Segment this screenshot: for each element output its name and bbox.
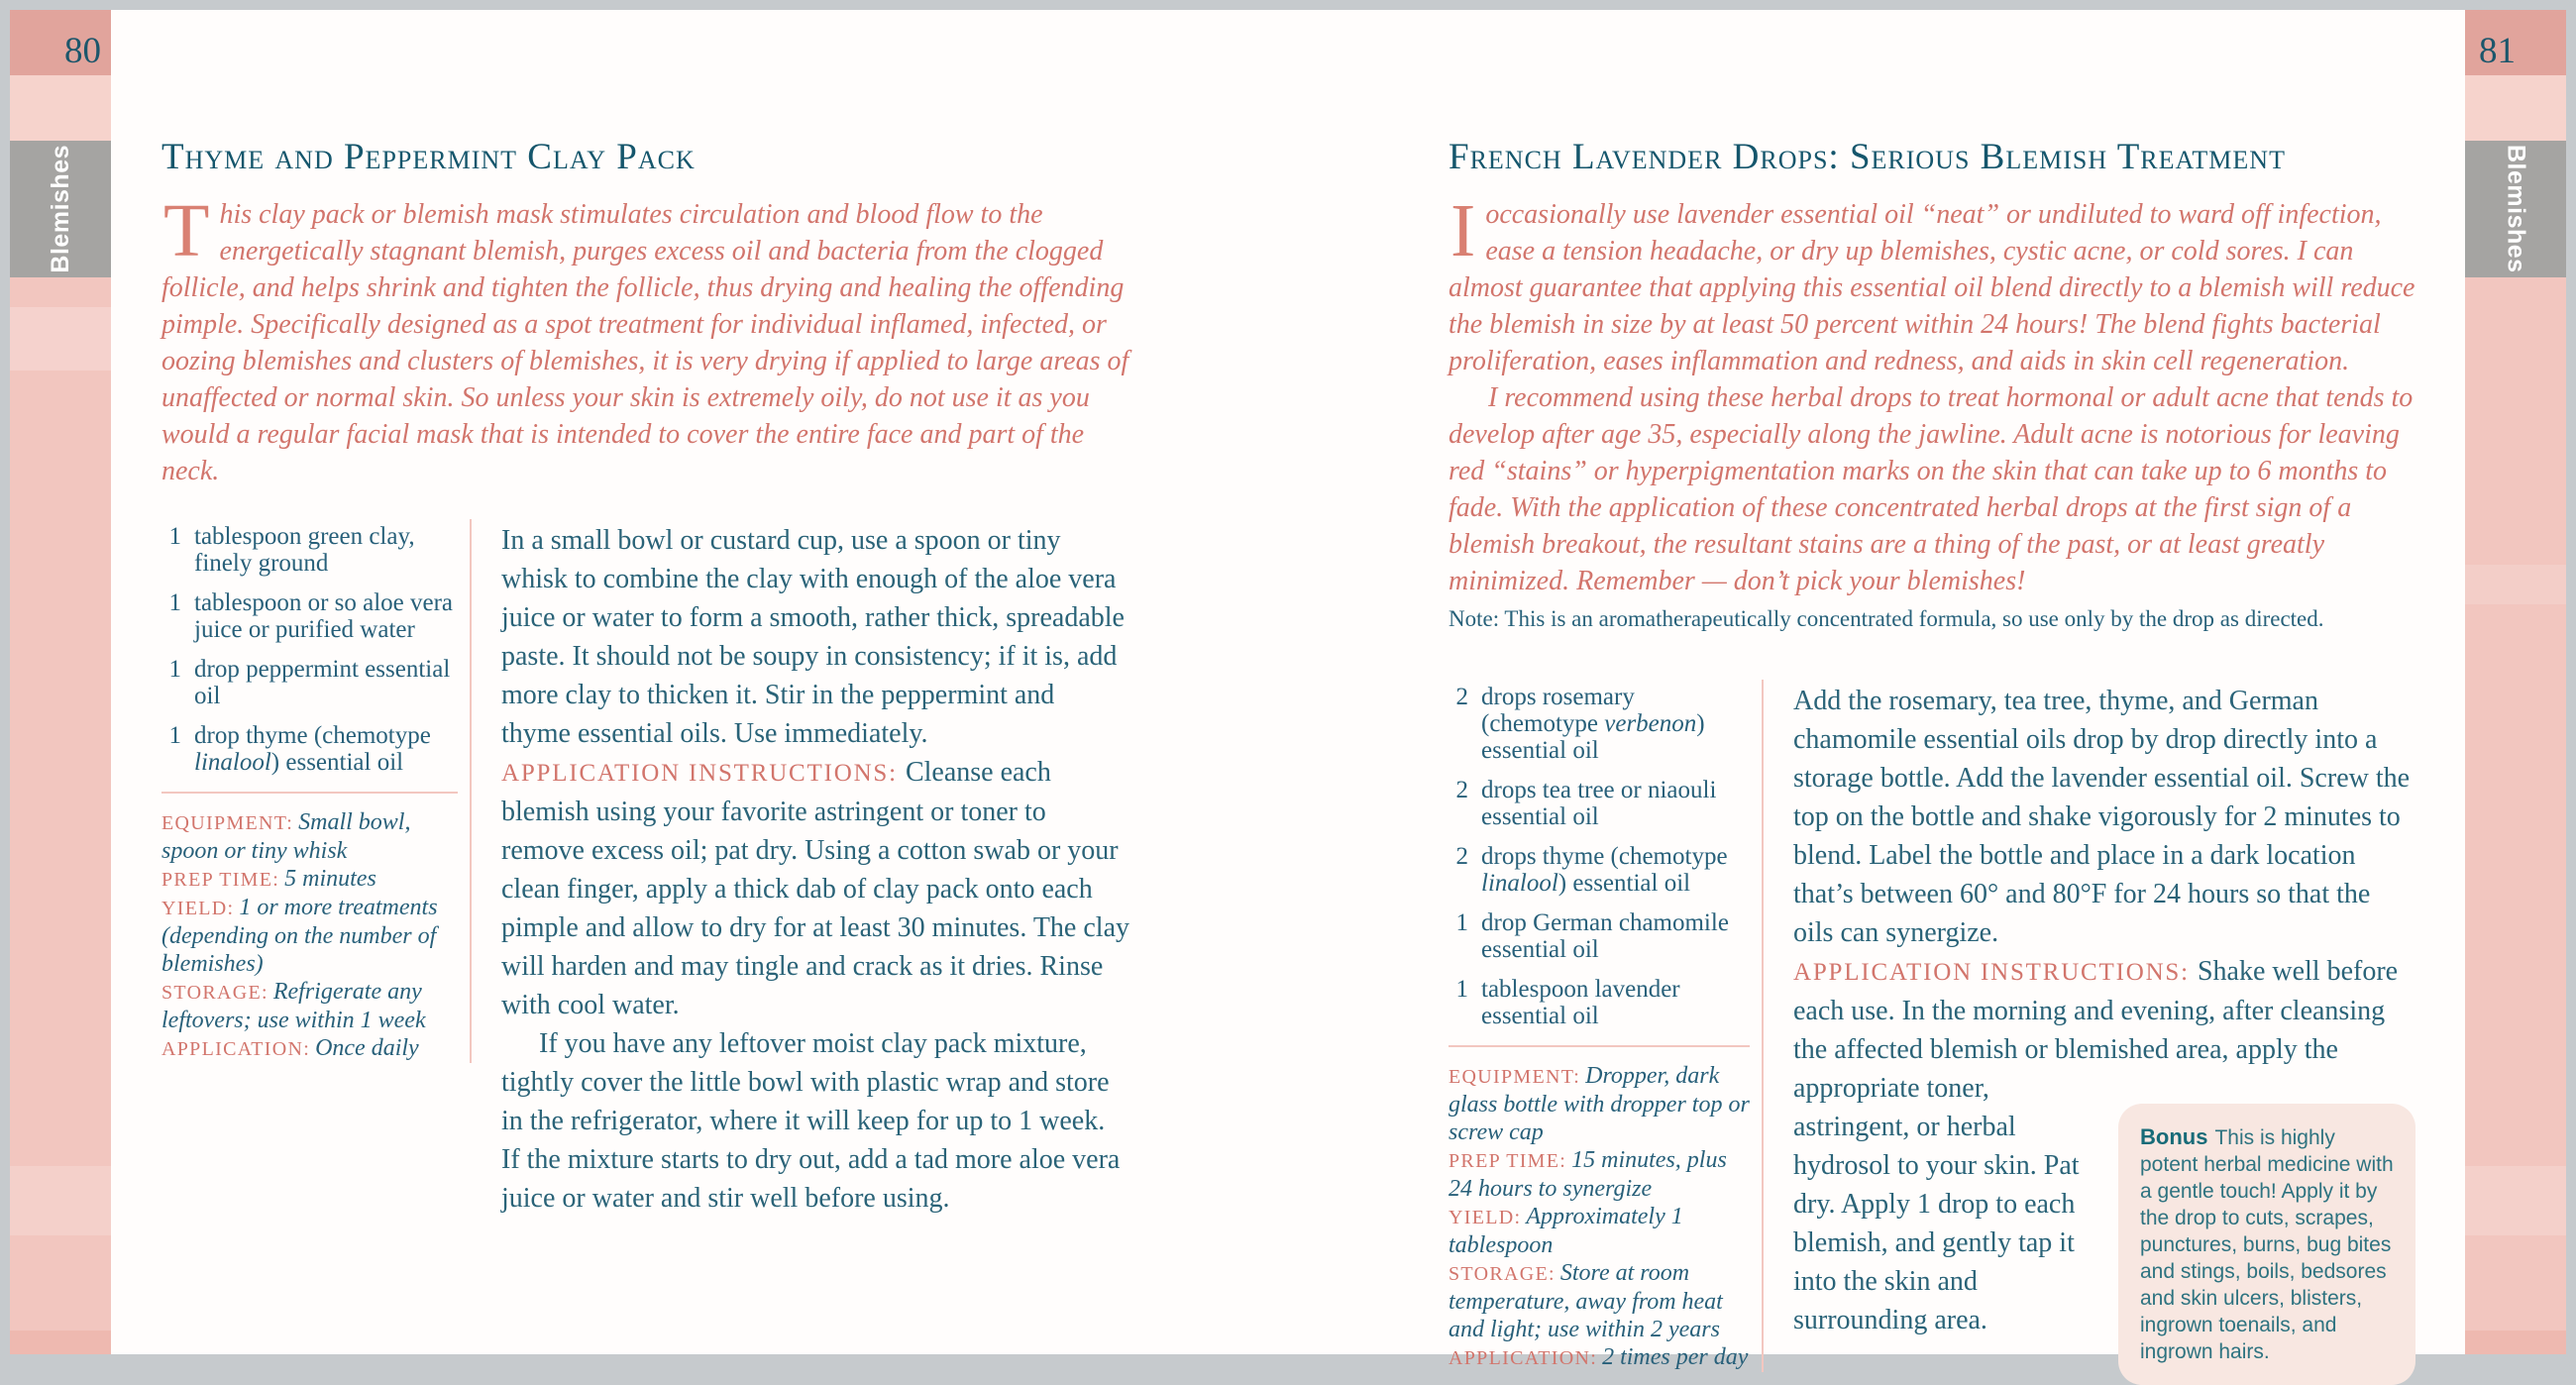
- ingredients-list-left: [161, 523, 458, 776]
- watercolor-texture: [10, 1166, 111, 1235]
- ingredient-text-part: tablespoon or so aloe vera juice or purified water: [194, 589, 454, 643]
- meta-item: [161, 978, 458, 1034]
- right-page: [1449, 10, 2415, 1370]
- meta-item: [1449, 1259, 1750, 1343]
- recipe-body-left: [161, 519, 1129, 1218]
- ingredient-quantity: 1: [168, 523, 181, 550]
- ingredients-column-right: [1449, 680, 1764, 1372]
- left-page-number: 80: [64, 31, 101, 71]
- ingredient-item: [161, 523, 458, 577]
- right-page-edge-strip: [2465, 10, 2566, 1354]
- instructions-paragraph: [1793, 952, 2415, 1108]
- bonus-text: This is highly potent herbal medicine with a gentle touch! Apply it by the drop to cuts, scrapes, punctures, burns, bug bites and stings, boils, bedsores and skin ulcers, blisters, ingrown toenails, and ingrown hairs.: [2140, 1126, 2394, 1363]
- meta-value: Once daily: [315, 1035, 419, 1061]
- meta-value: 15 minutes, plus 24 hours to synergize: [1449, 1147, 1727, 1202]
- meta-label: EQUIPMENT:: [161, 812, 294, 834]
- meta-value: Small bowl, spoon or tiny whisk: [161, 809, 411, 864]
- watercolor-texture: [2465, 75, 2566, 141]
- ingredient-text: [1481, 843, 1750, 897]
- ingredient-quantity: 2: [1455, 777, 1468, 803]
- meta-label: STORAGE:: [161, 982, 268, 1004]
- ingredient-quantity: 1: [168, 656, 181, 683]
- recipe-title-right: French Lavender Drops: Serious Blemish Treatment: [1449, 137, 2286, 177]
- ingredient-quantity: 2: [1455, 684, 1468, 710]
- meta-label: YIELD:: [1449, 1207, 1522, 1228]
- ingredients-divider: [1449, 1045, 1750, 1047]
- ingredient-text: [1481, 976, 1750, 1029]
- ingredient-text: [1481, 684, 1750, 764]
- meta-item: [161, 808, 458, 865]
- bonus-label: Bonus: [2140, 1124, 2208, 1149]
- meta-value: Refrigerate any leftovers; use within 1 week: [161, 979, 426, 1033]
- meta-value: Store at room temperature, away from heat and light; use within 2 years: [1449, 1260, 1723, 1342]
- left-page: [161, 10, 1129, 1354]
- ingredient-text-italic: linalool: [1481, 870, 1558, 897]
- ingredient-text-part: drops rosemary (chemotype: [1481, 684, 1635, 737]
- concentration-note: Note: This is an aromatherapeutically concentrated formula, so use only by the drop as directed.: [1449, 606, 2324, 631]
- meta-value: 5 minutes: [284, 866, 376, 892]
- meta-value: 2 times per day: [1602, 1344, 1749, 1370]
- meta-item: [161, 865, 458, 894]
- application-instructions-text: Cleanse each blemish using your favorite astringent or toner to remove excess oil; pat dry. Using a cotton swab or your clean finger, apply a thick dab of clay pack onto each pimple and allow to dry for at least 30 minutes. The clay will harden and may tingle and crack as it dries. Rinse with cool water.: [501, 757, 1129, 1020]
- ingredient-quantity: 1: [168, 589, 181, 616]
- watercolor-texture: [2465, 565, 2566, 604]
- instructions-column-left: [501, 519, 1129, 1218]
- instructions-paragraph: [501, 753, 1129, 1024]
- drop-cap: I: [1450, 189, 1476, 272]
- ingredient-text-italic: verbenon: [1604, 710, 1697, 737]
- ingredient-item: [1449, 909, 1750, 963]
- meta-item: [1449, 1203, 1750, 1259]
- ingredient-text: [194, 589, 458, 643]
- meta-value: 1 or more treatments (depending on the number of blemishes): [161, 895, 438, 977]
- instructions-paragraph: In a small bowl or custard cup, use a spoon or tiny whisk to combine the clay with enough of the aloe vera juice or water to form a smooth, rather thick, spreadable paste. It should not be soupy in consistency; if it is, add more clay to thicken it. Stir in the peppermint and thyme essential oils. Use immediately.: [501, 525, 1125, 749]
- ingredient-quantity: 2: [1455, 843, 1468, 870]
- meta-label: YIELD:: [161, 898, 235, 919]
- meta-label: PREP TIME:: [1449, 1150, 1567, 1172]
- meta-item: [1449, 1146, 1750, 1203]
- right-page-number: 81: [2479, 31, 2516, 71]
- drop-cap: T: [163, 189, 210, 272]
- ingredient-item: [1449, 976, 1750, 1029]
- right-strip-watercolor-band: [2465, 10, 2566, 75]
- ingredients-list-right: [1449, 684, 1750, 1029]
- ingredient-text: [194, 722, 458, 776]
- watercolor-texture: [10, 307, 111, 371]
- ingredient-item: [1449, 777, 1750, 830]
- ingredients-divider: [161, 792, 458, 794]
- recipe-intro-left: [161, 189, 1129, 489]
- application-instructions-label: APPLICATION INSTRUCTIONS:: [1793, 959, 2198, 986]
- meta-item: [161, 1034, 458, 1063]
- bonus-callout-box: [2118, 1104, 2415, 1385]
- ingredient-text-part: tablespoon green clay, finely ground: [194, 523, 415, 577]
- ingredient-text-part: ) essential oil: [1557, 870, 1691, 897]
- application-instructions-text: Shake well before each use. In the morning and evening, after cleansing the affected blemish or blemished area, apply the appropriate toner,: [1793, 956, 2399, 1104]
- watercolor-texture: [2465, 1331, 2566, 1354]
- text-wrap-row: [1793, 1108, 2415, 1385]
- meta-label: APPLICATION:: [161, 1038, 311, 1060]
- instructions-paragraph: Add the rosemary, tea tree, thyme, and German chamomile essential oils drop by drop directly into a storage bottle. Add the lavender essential oil. Screw the top on the bottle and shake vigorously for 2 minutes to blend. Label the bottle and place in a dark location that’s between 60° and 80°F for 24 hours so that the oils can synergize.: [1793, 686, 2411, 948]
- ingredient-text: [194, 523, 458, 577]
- intro-text: occasionally use lavender essential oil “neat” or undiluted to ward off infection, ease a tension headache, or dry up blemishes, cystic acne, or cold sores. I can almost guarantee that applying this essential oil blend directly to a blemish will reduce the blemish in size by at least 50 percent within 24 hours! The blend fights bacterial proliferation, eases inflammation and redness, and aids in skin cell regeneration.: [1449, 199, 2415, 376]
- instructions-paragraph: If you have any leftover moist clay pack mixture, tightly cover the little bowl with plastic wrap and store in the refrigerator, where it will keep for up to 1 week. If the mixture starts to dry out, add a tad more aloe vera juice or water and stir well before using.: [501, 1028, 1121, 1214]
- ingredient-quantity: 1: [1455, 976, 1468, 1003]
- ingredient-text: [194, 656, 458, 709]
- book-spread: [10, 10, 2566, 1370]
- ingredient-item: [161, 589, 458, 643]
- ingredient-text-part: drops thyme (chemotype: [1481, 843, 1728, 870]
- meta-label: APPLICATION:: [1449, 1347, 1598, 1369]
- watercolor-texture: [10, 75, 111, 141]
- ingredient-text-part: drop peppermint essential oil: [194, 656, 451, 709]
- watercolor-texture: [2465, 1166, 2566, 1235]
- ingredient-item: [161, 656, 458, 709]
- instructions-paragraph-narrow: astringent, or herbal hydrosol to your skin. Pat dry. Apply 1 drop to each blemish, and gently tap it into the skin and surrounding area.: [1793, 1112, 2080, 1335]
- instructions-column-right: [1793, 680, 2415, 1385]
- ingredient-text-part: ) essential oil: [1481, 710, 1705, 764]
- recipe-meta-left: [161, 808, 458, 1063]
- ingredients-column-left: [161, 519, 472, 1063]
- right-chapter-tab: [2465, 141, 2566, 277]
- meta-label: PREP TIME:: [161, 869, 280, 891]
- ingredient-quantity: 1: [1455, 909, 1468, 936]
- ingredient-item: [161, 722, 458, 776]
- right-chapter-tab-label: Blemishes: [2502, 145, 2530, 273]
- ingredient-text: [1481, 909, 1750, 963]
- ingredient-text-part: ) essential oil: [270, 749, 404, 776]
- ingredient-text-part: tablespoon lavender essential oil: [1481, 976, 1680, 1029]
- ingredient-item: [1449, 684, 1750, 764]
- recipe-body-right: [1449, 680, 2415, 1385]
- ingredient-text: [1481, 777, 1750, 830]
- ingredient-item: [1449, 843, 1750, 897]
- left-strip-watercolor-band: [10, 10, 111, 75]
- meta-label: STORAGE:: [1449, 1263, 1556, 1285]
- application-instructions-label: APPLICATION INSTRUCTIONS:: [501, 760, 906, 787]
- left-page-edge-strip: [10, 10, 111, 1354]
- recipe-intro-right-2: I recommend using these herbal drops to treat hormonal or adult acne that tends to develop after age 35, especially along the jawline. Adult acne is notorious for leaving red “stains” or hyperpigmentation marks on the skin that can take up to 6 months to fade. With the application of these concentrated herbal drops at the first sign of a blemish breakout, the resultant stains are a thing of the past, or at least greatly minimized. Remember — don’t pick your blemishes!: [1449, 382, 2414, 596]
- ingredient-text-italic: linalool: [194, 749, 271, 776]
- meta-item: [1449, 1062, 1750, 1146]
- recipe-title-left: Thyme and Peppermint Clay Pack: [161, 137, 696, 177]
- ingredient-text-part: drop thyme (chemotype: [194, 722, 431, 749]
- left-chapter-tab: [10, 141, 111, 277]
- ingredient-text-part: drop German chamomile essential oil: [1481, 909, 1729, 963]
- ingredient-text-part: drops tea tree or niaouli essential oil: [1481, 777, 1717, 830]
- meta-value: Dropper, dark glass bottle with dropper top or screw cap: [1449, 1063, 1750, 1145]
- intro-text: his clay pack or blemish mask stimulates circulation and blood flow to the energetically stagnant blemish, purges excess oil and bacteria from the clogged follicle, and helps shrink and tighten the follicle, thus drying and healing the offending pimple. Specifically designed as a spot treatment for individual inflamed, infected, or oozing blemishes and clusters of blemishes, it is very drying if applied to large areas of unaffected or normal skin. So unless your skin is extremely oily, do not use it as you would a regular facial mask that is intended to cover the entire face and part of the neck.: [161, 199, 1129, 486]
- recipe-intro-right: [1449, 189, 2415, 379]
- recipe-meta-right: [1449, 1062, 1750, 1372]
- meta-item: [161, 894, 458, 978]
- meta-label: EQUIPMENT:: [1449, 1066, 1581, 1088]
- left-chapter-tab-label: Blemishes: [46, 145, 74, 273]
- watercolor-texture: [10, 1331, 111, 1354]
- meta-value: Approximately 1 tablespoon: [1449, 1204, 1683, 1258]
- ingredient-quantity: 1: [168, 722, 181, 749]
